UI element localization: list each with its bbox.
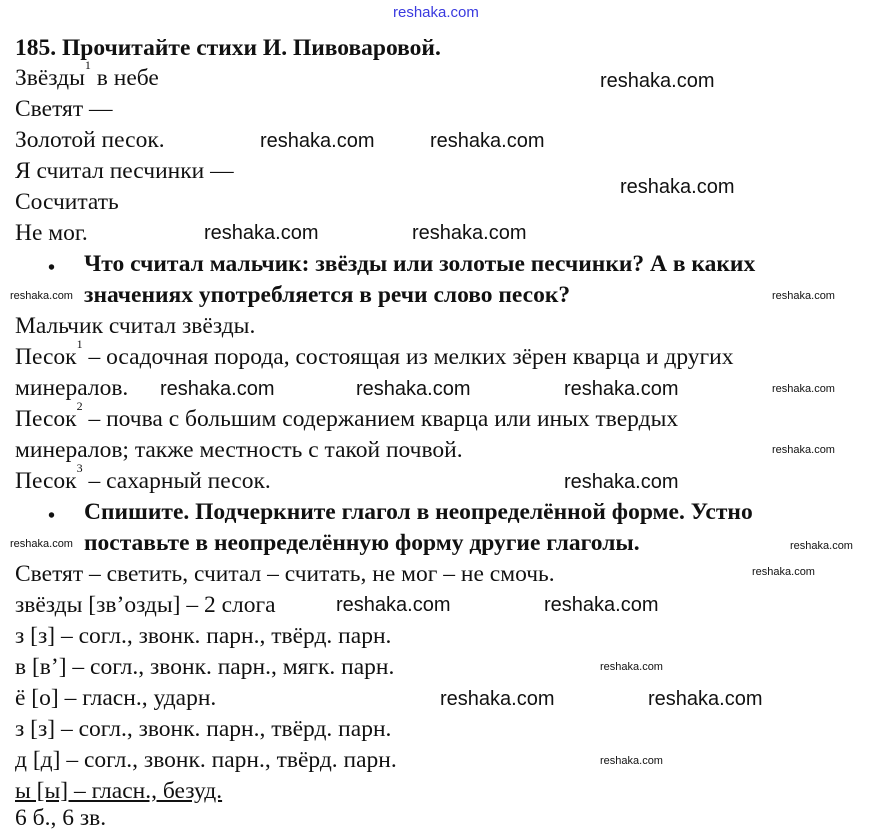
poem-line: Светят — — [15, 96, 113, 122]
watermark-link[interactable]: reshaka.com — [393, 4, 479, 21]
bullet-icon: • — [48, 505, 56, 527]
watermark: reshaka.com — [620, 176, 735, 198]
watermark: reshaka.com — [564, 378, 679, 400]
exercise-title: 185. Прочитайте стихи И. Пивоваровой. — [15, 35, 441, 61]
bullet-icon: • — [48, 257, 56, 279]
watermark: reshaka.com — [10, 290, 73, 302]
question-2: поставьте в неопределённую форму другие глаголы. — [84, 530, 640, 556]
watermark: reshaka.com — [752, 566, 815, 578]
watermark: reshaka.com — [772, 383, 835, 395]
poem-line: Золотой песок. — [15, 127, 165, 153]
watermark: reshaka.com — [412, 222, 527, 244]
watermark: reshaka.com — [772, 444, 835, 456]
poem-line: Сосчитать — [15, 189, 119, 215]
watermark: reshaka.com — [10, 538, 73, 550]
question-1: Что считал мальчик: звёзды или золотые песчинки? А в каких — [84, 251, 756, 277]
watermark: reshaka.com — [160, 378, 275, 400]
watermark: reshaka.com — [564, 471, 679, 493]
answer-line: Светят – светить, считал – считать, не мог – не смочь. — [15, 561, 555, 587]
definition-2-cont: минералов; также местность с такой почвой. — [15, 437, 463, 463]
watermark: reshaka.com — [260, 130, 375, 152]
watermark: reshaka.com — [600, 755, 663, 767]
question-2: Спишите. Подчеркните глагол в неопределённой форме. Устно — [84, 499, 753, 525]
question-1: значениях употребляется в речи слово песок? — [84, 282, 571, 308]
poem-line: Не мог. — [15, 220, 88, 246]
watermark: reshaka.com — [790, 540, 853, 552]
watermark: reshaka.com — [648, 688, 763, 710]
answer-line: ы [ы] – гласн., безуд. — [15, 778, 223, 804]
answer-line: д [д] – согл., звонк. парн., твёрд. парн. — [15, 747, 397, 773]
answer-line: звёзды [зв’озды] – 2 слога — [15, 592, 276, 618]
watermark: reshaka.com — [440, 688, 555, 710]
definition-1-cont: минералов. — [15, 375, 129, 401]
poem-line: Я считал песчинки — — [15, 158, 234, 184]
answer-line: з [з] – согл., звонк. парн., твёрд. парн. — [15, 623, 392, 649]
answer-line: 6 б., 6 зв. — [15, 805, 107, 831]
watermark: reshaka.com — [600, 661, 663, 673]
answer-line: ё [о] – гласн., ударн. — [15, 685, 217, 711]
definition-3: Песок$^3$ – сахарный песок. — [15, 461, 271, 494]
poem-line: Звёзды$^1$ в небе — [15, 58, 159, 91]
watermark: reshaka.com — [356, 378, 471, 400]
watermark: reshaka.com — [544, 594, 659, 616]
watermark: reshaka.com — [336, 594, 451, 616]
answer-line: в [в’] – согл., звонк. парн., мягк. парн. — [15, 654, 395, 680]
definition-2: Песок$^2$ – почва с большим содержанием кварца или иных твердых — [15, 399, 679, 432]
watermark: reshaka.com — [600, 70, 715, 92]
answer-text: Мальчик считал звёзды. — [15, 313, 256, 339]
definition-1: Песок$^1$ – осадочная порода, состоящая из мелких зёрен кварца и других — [15, 337, 734, 370]
answer-line: з [з] – согл., звонк. парн., твёрд. парн. — [15, 716, 392, 742]
watermark: reshaka.com — [772, 290, 835, 302]
watermark: reshaka.com — [204, 222, 319, 244]
watermark: reshaka.com — [430, 130, 545, 152]
